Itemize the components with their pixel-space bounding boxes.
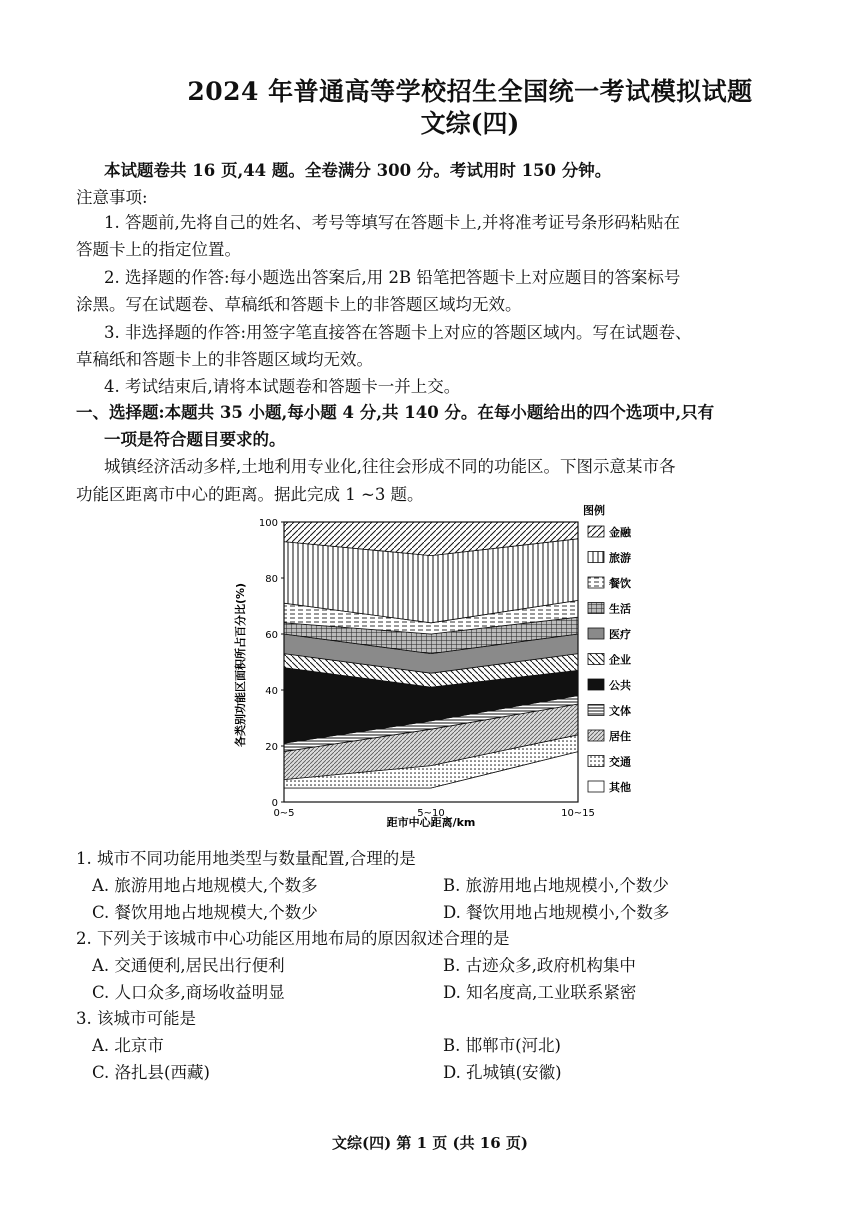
legend-swatch-其他 xyxy=(588,781,604,792)
legend-swatch-交通 xyxy=(588,756,604,767)
page-footer: 文综(四) 第 1 页 (共 16 页) xyxy=(331,1134,529,1152)
passage-line-2: 功能区距离市中心的距离。据此完成 1 ~3 题。 xyxy=(76,485,424,504)
function-area-chart xyxy=(226,500,646,830)
legend-swatch-旅游 xyxy=(588,552,604,563)
x-tick-label: 10~15 xyxy=(561,808,595,819)
notice-item-1: 1. 答题前,先将自己的姓名、考号等填写在答题卡上,并将准考证号条形码粘贴在 xyxy=(104,213,680,232)
question-3-option-b[interactable]: B. 邯郸市(河北) xyxy=(443,1036,561,1055)
y-tick-label: 40 xyxy=(265,686,278,697)
legend-swatch-公共 xyxy=(588,679,604,690)
legend-label-居住: 居住 xyxy=(609,730,631,743)
question-1-option-b[interactable]: B. 旅游用地占地规模小,个数少 xyxy=(443,876,669,895)
section-heading: 一、选择题:本题共 35 小题,每小题 4 分,共 140 分。在每小题给出的四个选项中,只有 xyxy=(76,403,715,422)
y-tick-label: 100 xyxy=(258,518,278,529)
question-2-option-c[interactable]: C. 人口众多,商场收益明显 xyxy=(92,983,285,1002)
notice-heading: 注意事项: xyxy=(76,188,148,207)
section-heading-cont: 一项是符合题目要求的。 xyxy=(104,430,286,449)
x-axis-label: 距市中心距离/km xyxy=(386,816,476,829)
notice-item-1-cont: 答题卡上的指定位置。 xyxy=(76,240,241,259)
legend-swatch-金融 xyxy=(588,526,604,537)
legend-label-旅游: 旅游 xyxy=(609,551,631,565)
legend-label-金融: 金融 xyxy=(609,526,631,539)
legend-swatch-医疗 xyxy=(588,628,604,639)
legend-swatch-居住 xyxy=(588,730,604,741)
y-axis-label: 各类别功能区面积所占百分比(%) xyxy=(234,582,247,748)
legend-swatch-文体 xyxy=(588,705,604,716)
notice-item-3-cont: 草稿纸和答题卡上的非答题区域均无效。 xyxy=(76,350,373,369)
exam-intro: 本试题卷共 16 页,44 题。全卷满分 300 分。考试用时 150 分钟。 xyxy=(104,161,612,180)
question-3-option-d[interactable]: D. 孔城镇(安徽) xyxy=(443,1063,562,1082)
legend-label-其他: 其他 xyxy=(609,781,631,794)
y-tick-label: 0 xyxy=(271,798,278,809)
legend-swatch-餐饮 xyxy=(588,577,604,588)
question-2-stem: 2. 下列关于该城市中心功能区用地布局的原因叙述合理的是 xyxy=(76,929,510,948)
question-1-option-c[interactable]: C. 餐饮用地占地规模大,个数少 xyxy=(92,903,318,922)
notice-item-2: 2. 选择题的作答:每小题选出答案后,用 2B 铅笔把答题卡上对应题目的答案标号 xyxy=(104,268,681,287)
exam-title: 2024 年普通高等学校招生全国统一考试模拟试题 xyxy=(187,77,753,106)
legend-label-餐饮: 餐饮 xyxy=(609,577,631,590)
legend-label-文体: 文体 xyxy=(609,704,631,718)
y-tick-label: 20 xyxy=(265,742,278,753)
notice-item-3: 3. 非选择题的作答:用签字笔直接答在答题卡上对应的答题区域内。写在试题卷、 xyxy=(104,323,692,342)
y-tick-label: 80 xyxy=(265,574,278,585)
x-tick-label: 0~5 xyxy=(273,808,295,819)
chart-legend xyxy=(588,525,632,794)
question-3-option-a[interactable]: A. 北京市 xyxy=(92,1036,164,1055)
legend-swatch-企业 xyxy=(588,654,604,665)
question-2-option-a[interactable]: A. 交通便利,居民出行便利 xyxy=(92,956,285,975)
legend-label-企业: 企业 xyxy=(609,653,631,667)
x-tick-label: 5~10 xyxy=(417,808,445,819)
question-1-option-a[interactable]: A. 旅游用地占地规模大,个数多 xyxy=(92,876,318,895)
legend-title: 图例 xyxy=(583,504,605,517)
question-3-stem: 3. 该城市可能是 xyxy=(76,1009,196,1028)
question-2-option-b[interactable]: B. 古迹众多,政府机构集中 xyxy=(443,956,636,975)
exam-subtitle: 文综(四) xyxy=(420,109,520,138)
legend-label-交通: 交通 xyxy=(609,755,631,769)
area-bands xyxy=(284,522,578,802)
notice-item-2-cont: 涂黑。写在试题卷、草稿纸和答题卡上的非答题区域均无效。 xyxy=(76,295,522,314)
question-2-option-d[interactable]: D. 知名度高,工业联系紧密 xyxy=(443,983,637,1002)
passage-line-1: 城镇经济活动多样,土地利用专业化,往往会形成不同的功能区。下图示意某市各 xyxy=(104,457,676,476)
y-tick-label: 60 xyxy=(265,630,278,641)
question-1-stem: 1. 城市不同功能用地类型与数量配置,合理的是 xyxy=(76,849,416,868)
question-1-option-d[interactable]: D. 餐饮用地占地规模小,个数多 xyxy=(443,903,670,922)
legend-label-生活: 生活 xyxy=(609,602,631,616)
legend-label-公共: 公共 xyxy=(609,679,631,692)
notice-item-4: 4. 考试结束后,请将本试题卷和答题卡一并上交。 xyxy=(104,377,461,396)
question-3-option-c[interactable]: C. 洛扎县(西藏) xyxy=(92,1063,210,1082)
legend-label-医疗: 医疗 xyxy=(609,628,631,641)
legend-swatch-生活 xyxy=(588,603,604,614)
